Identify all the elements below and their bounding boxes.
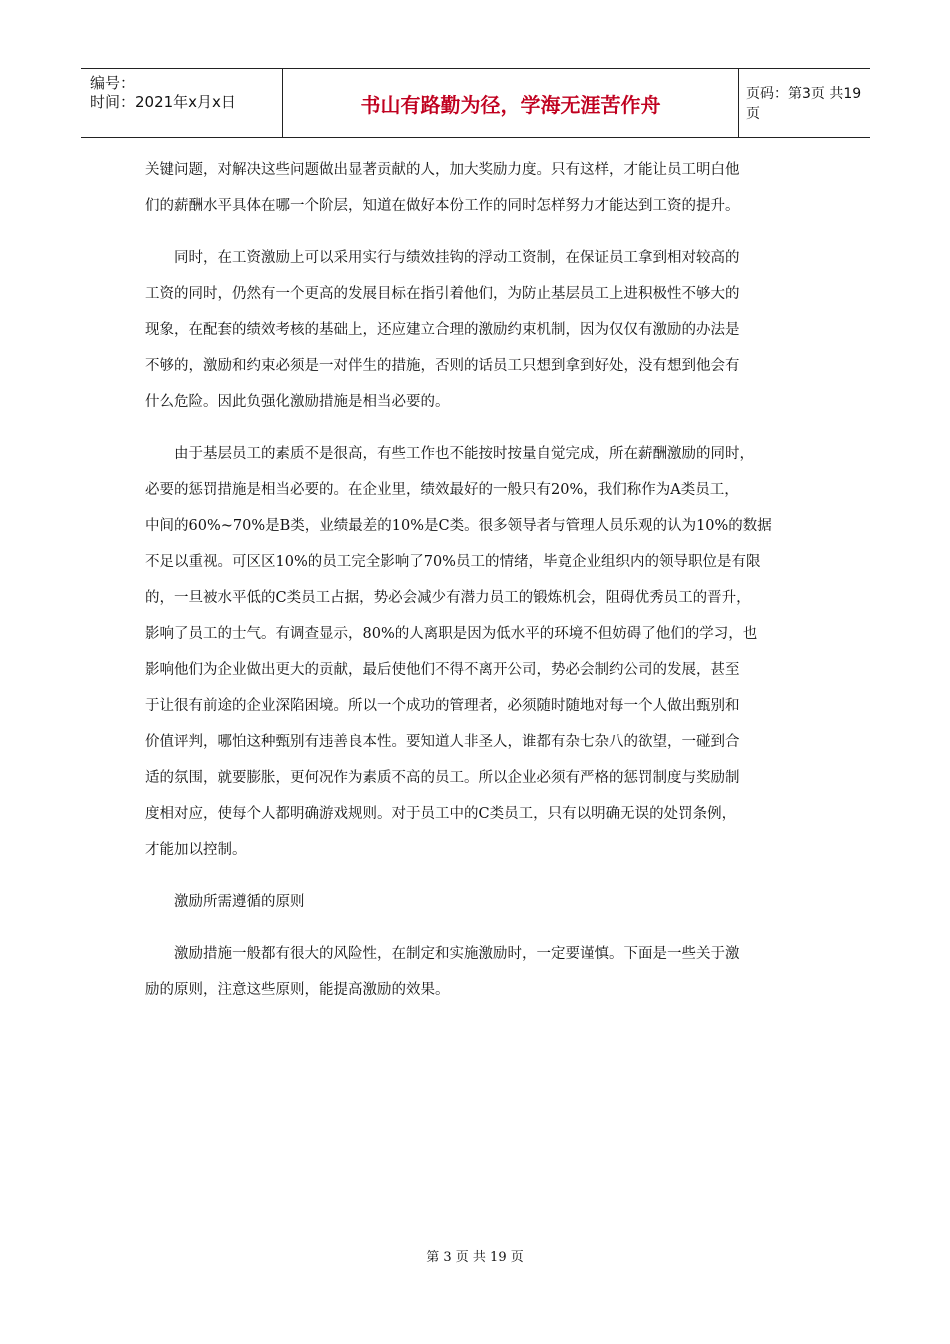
header-page-info: 页码：第3页 共19页 (746, 86, 862, 122)
paragraph-line: 什么危险。因此负强化激励措施是相当必要的。 (145, 394, 450, 410)
paragraph (145, 152, 805, 224)
paragraph (145, 240, 805, 420)
header-meta (81, 69, 282, 137)
paragraph-line: 价值评判，哪怕这种甄别有违善良本性。要知道人非圣人，谁都有杂七杂八的欲望，一碰到合 (145, 734, 740, 750)
paragraph-line: 激励措施一般都有很大的风险性，在制定和实施激励时，一定要谨慎。下面是一些关于激 (174, 946, 740, 962)
paragraph-line: 同时，在工资激励上可以采用实行与绩效挂钩的浮动工资制，在保证员工拿到相对较高的 (174, 250, 740, 266)
paragraph-line: 不够的，激励和约束必须是一对伴生的措施，否则的话员工只想到拿到好处，没有想到他会有 (145, 358, 740, 374)
paragraph (145, 936, 805, 1008)
paragraph-line: 关键问题，对解决这些问题做出显著贡献的人，加大奖励力度。只有这样，才能让员工明白他 (145, 162, 740, 178)
document-date-label: 时间：2021年x月x日 (90, 93, 236, 111)
page-footer: 第 3 页 共 19 页 (426, 1250, 524, 1265)
paragraph-line: 激励所需遵循的原则 (174, 894, 305, 910)
paragraph-line: 工资的同时，仍然有一个更高的发展目标在指引着他们，为防止基层员工上进积极性不够大的 (145, 286, 740, 302)
document-number-label: 编号： (90, 74, 136, 92)
paragraph-line: 影响了员工的士气。有调查显示，80%的人离职是因为低水平的环境不但妨碍了他们的学习，也 (145, 626, 758, 642)
paragraph (145, 884, 805, 920)
paragraph-line: 们的薪酬水平具体在哪一个阶层，知道在做好本份工作的同时怎样努力才能达到工资的提升。 (145, 198, 740, 214)
document-body (145, 152, 805, 1024)
paragraph-line: 励的原则，注意这些原则，能提高激励的效果。 (145, 982, 450, 998)
paragraph-line: 中间的60%~70%是B类，业绩最差的10%是C类。很多领导者与管理人员乐观的认为10%的数据 (145, 518, 772, 534)
paragraph-line: 必要的惩罚措施是相当必要的。在企业里，绩效最好的一般只有20%，我们称作为A类员工， (145, 482, 739, 498)
paragraph-line: 度相对应，使每个人都明确游戏规则。对于员工中的C类员工，只有以明确无误的处罚条例， (145, 806, 737, 822)
paragraph-line: 影响他们为企业做出更大的贡献，最后使他们不得不离开公司，势必会制约公司的发展，甚至 (145, 662, 740, 678)
paragraph-line: 才能加以控制。 (145, 842, 247, 858)
paragraph-line: 不足以重视。可区区10%的员工完全影响了70%员工的情绪，毕竟企业组织内的领导职位是有限 (145, 554, 761, 570)
header-motto: 书山有路勤为径，学海无涯苦作舟 (282, 69, 739, 137)
paragraph-line: 现象，在配套的绩效考核的基础上，还应建立合理的激励约束机制，因为仅仅有激励的办法是 (145, 322, 740, 338)
paragraph-line: 适的氛围，就要膨胀，更何况作为素质不高的员工。所以企业必须有严格的惩罚制度与奖励制 (145, 770, 740, 786)
paragraph-line: 的，一旦被水平低的C类员工占据，势必会减少有潜力员工的锻炼机会，阻碍优秀员工的晋升， (145, 590, 751, 606)
paragraph (145, 436, 805, 868)
paragraph-line: 于让很有前途的企业深陷困境。所以一个成功的管理者，必须随时随地对每一个人做出甄别和 (145, 698, 740, 714)
document-header (81, 68, 870, 138)
paragraph-line: 由于基层员工的素质不是很高，有些工作也不能按时按量自觉完成，所在薪酬激励的同时， (174, 446, 754, 462)
